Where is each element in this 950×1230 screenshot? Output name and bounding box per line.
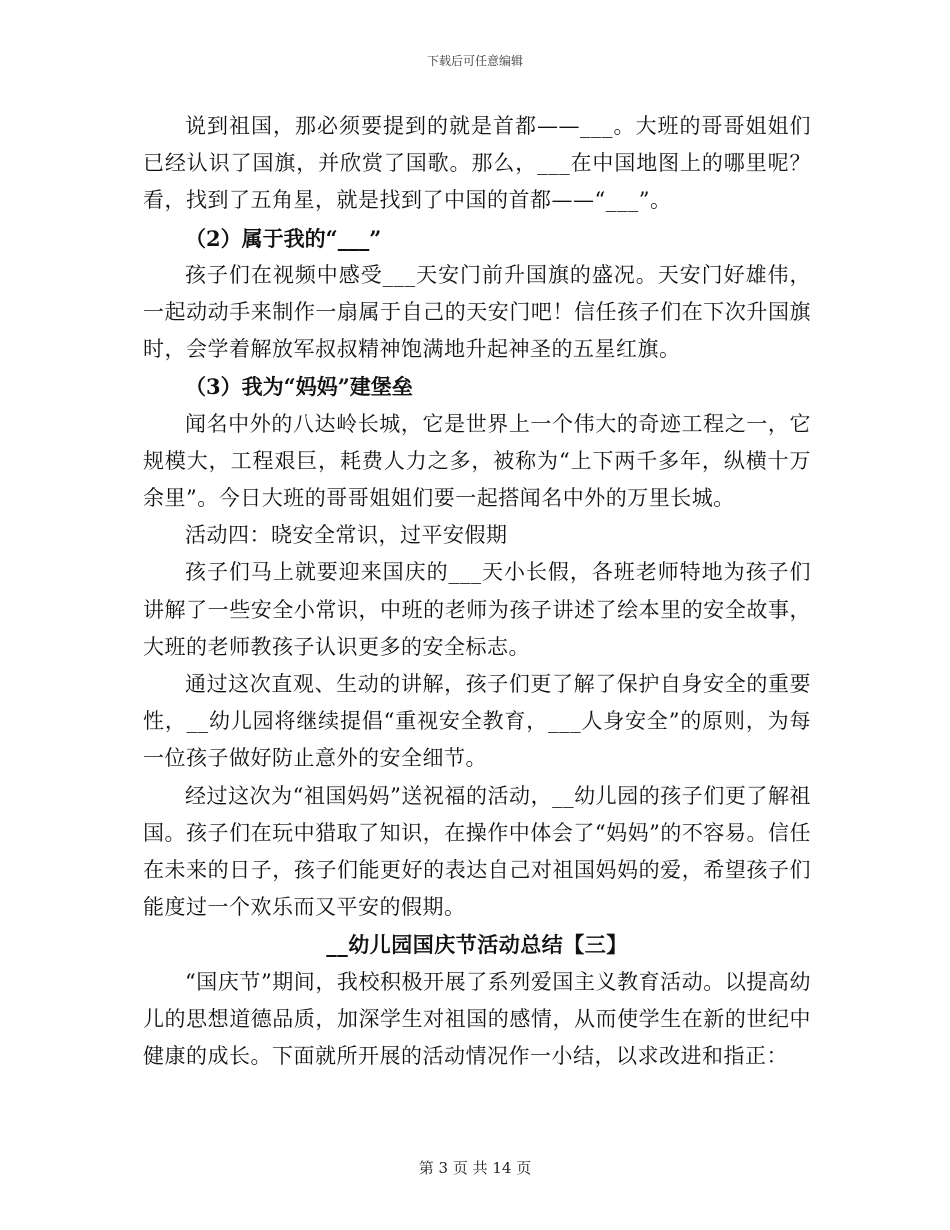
paragraph-national-day-intro: “国庆节”期间，我校积极开展了系列爱国主义教育活动。以提高幼儿的思想道德品质，加深学生对祖国的感情，从而使学生在新的世纪中健康的成长。下面就所开展的活动情况作一小结，以求改进和指正： (143, 969, 811, 1069)
section-title: __幼儿园国庆节活动总结【三】 (326, 932, 628, 958)
page-number: 第 3 页 共 14 页 (418, 1159, 532, 1177)
paragraph-blessing-activity: 经过这次为“祖国妈妈”送祝福的活动，__幼儿园的孩子们更了解祖国。孩子们在玩中猎取了知识，在操作中体会了“妈妈”的不容易。信任在未来的日子，孩子们能更好的表达自己对祖国妈妈的爱，希望孩子们能度过一个欢乐而又平安的假期。 (143, 783, 811, 920)
paragraph-safety-importance: 通过这次直观、生动的讲解，孩子们更了解了保护自身安全的重要性，__幼儿园将继续提倡“重视安全教育，___人身安全”的原则，为每一位孩子做好防止意外的安全细节。 (143, 672, 811, 771)
document-body (143, 108, 811, 1075)
paragraph-capital: 说到祖国，那必须要提到的就是首都——___。大班的哥哥姐姐们已经认识了国旗，并欣赏了国歌。那么，___在中国地图上的哪里呢？看，找到了五角星，就是找到了中国的首都——“___”。 (143, 114, 811, 213)
paragraph-great-wall: 闻名中外的八达岭长城，它是世界上一个伟大的奇迹工程之一，它规模大，工程艰巨，耗费人力之多，被称为“上下两千多年，纵横十万余里”。今日大班的哥哥姐姐们要一起搭闻名中外的万里长城。 (143, 411, 811, 511)
subheading-build-fortress: （3）我为“妈妈”建堡垒 (185, 374, 413, 400)
paragraph-safety-knowledge: 孩子们马上就要迎来国庆的___天小长假，各班老师特地为孩子们讲解了一些安全小常识，中班的老师为孩子讲述了绘本里的安全故事，大班的老师教孩子认识更多的安全标志。 (143, 560, 811, 659)
activity-four-heading: 活动四：晓安全常识，过平安假期 (185, 523, 508, 548)
subheading-belongs-to-me: （2）属于我的“___” (185, 225, 382, 251)
paragraph-tiananmen: 孩子们在视频中感受___天安门前升国旗的盛况。天安门好雄伟，一起动动手来制作一扇属于自己的天安门吧！信任孩子们在下次升国旗时，会学着解放军叔叔精神饱满地升起神圣的五星红旗。 (143, 262, 811, 362)
page-header: 下载后可任意编辑 (426, 54, 523, 68)
